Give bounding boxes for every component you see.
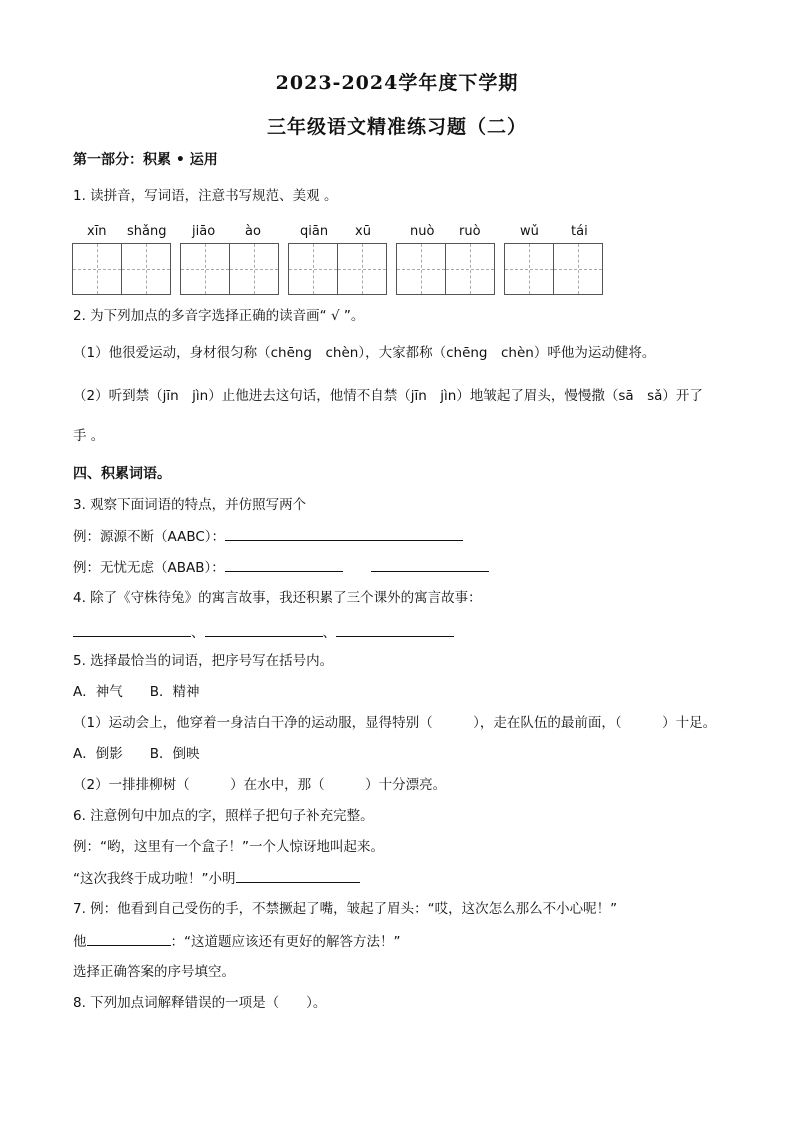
writing-grid[interactable] — [504, 243, 603, 295]
answer-blank[interactable] — [236, 868, 360, 883]
pinyin-label: ruò — [459, 224, 481, 239]
writing-grid[interactable] — [288, 243, 387, 295]
document-title: 2023-2024学年度下学期 — [275, 72, 519, 94]
question-6: 6. 注意例句中加点的字，照样子把句子补充完整。 — [73, 808, 374, 824]
question-7: 7. 例：他看到自己受伤的手，不禁撅起了嘴，皱起了眉头：“哎，这次怎么那么不小心呢！” — [73, 901, 618, 917]
writing-grid[interactable] — [180, 243, 279, 295]
section-heading-part1: 第一部分：积累 • 运用 — [73, 152, 218, 168]
question-8: 8. 下列加点词解释错误的一项是（ ）。 — [73, 995, 327, 1011]
question-6-example: 例：“哟，这里有一个盒子！”一个人惊讶地叫起来。 — [73, 839, 384, 855]
question-5: 5. 选择最恰当的词语，把序号写在括号内。 — [73, 653, 334, 669]
pinyin-label: xū — [355, 224, 371, 239]
separator: 、 — [322, 625, 336, 641]
answer-blank[interactable] — [73, 622, 191, 637]
example-label: 例：源源不断（AABC）： — [73, 529, 226, 545]
question-7-task — [73, 931, 401, 952]
question-2-item-1: （1）他很爱运动，身材很匀称（chēng chèn），大家都称（chēng chèn）呼他为运动健将。 — [73, 345, 656, 361]
task-suffix: ：“这道题应该还有更好的解答方法！” — [170, 934, 401, 950]
example-label: 例：无忧无虑（ABAB）： — [73, 560, 225, 576]
task-prefix: 他 — [73, 934, 87, 950]
question-4: 4. 除了《守株待兔》的寓言故事，我还积累了三个课外的寓言故事： — [73, 590, 482, 606]
question-3: 3. 观察下面词语的特点，并仿照写两个 — [73, 497, 307, 513]
question-2-item-2: （2）听到禁（jīn jìn）止他进去这句话，他情不自禁（jīn jìn）地皱起了眉头，慢慢撒（sā sǎ）开了 — [73, 388, 703, 404]
pinyin-label: tái — [571, 224, 588, 239]
answer-blank[interactable] — [336, 622, 454, 637]
pinyin-label: ào — [245, 224, 261, 239]
question-5-options-1: A．神气 B．精神 — [73, 684, 200, 700]
separator: 、 — [191, 625, 205, 641]
question-5-options-2: A．倒影 B．倒映 — [73, 746, 200, 762]
answer-blank[interactable] — [371, 557, 489, 572]
question-3-example-2 — [73, 557, 489, 578]
question-2-item-2-cont: 手 。 — [73, 428, 105, 444]
pinyin-label: xīn — [87, 224, 107, 239]
question-1: 1. 读拼音，写词语，注意书写规范、美观 。 — [73, 188, 338, 204]
question-5-item-2: （2）一排排柳树（ ）在水中，那（ ）十分漂亮。 — [73, 777, 447, 793]
pinyin-label: shǎng — [127, 224, 167, 239]
writing-grid[interactable] — [72, 243, 171, 295]
answer-blank[interactable] — [87, 931, 171, 946]
instruction-text: 选择正确答案的序号填空。 — [73, 964, 235, 980]
pinyin-label: jiāo — [192, 224, 216, 239]
task-text: “这次我终于成功啦！”小明 — [73, 871, 236, 887]
pinyin-label: nuò — [410, 224, 435, 239]
question-6-task — [73, 868, 360, 889]
answer-blank[interactable] — [225, 557, 343, 572]
section-heading-part4: 四、积累词语。 — [73, 466, 171, 482]
writing-grid[interactable] — [396, 243, 495, 295]
question-3-example-1 — [73, 526, 463, 547]
question-5-item-1: （1）运动会上，他穿着一身洁白干净的运动服，显得特别（ ），走在队伍的最前面，（ ）十足。 — [73, 715, 717, 731]
question-4-blanks — [73, 622, 454, 643]
answer-blank[interactable] — [205, 622, 323, 637]
pinyin-label: wǔ — [520, 224, 539, 239]
document-subtitle: 三年级语文精准练习题（二） — [266, 116, 527, 138]
question-2: 2. 为下列加点的多音字选择正确的读音画“ √ ”。 — [73, 308, 365, 324]
pinyin-label: qiān — [300, 224, 329, 239]
answer-blank[interactable] — [225, 526, 463, 541]
